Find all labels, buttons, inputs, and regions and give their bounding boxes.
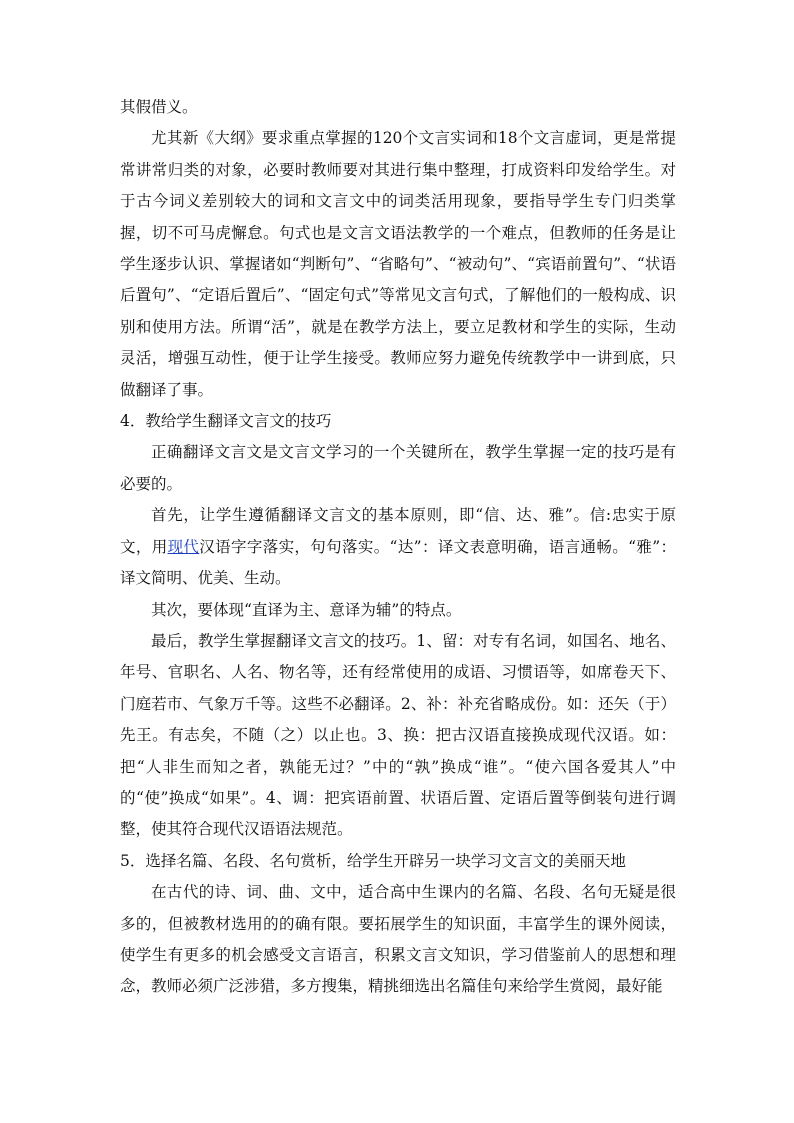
paragraph-first-principle <box>120 500 676 594</box>
section-heading-4: 4．教给学生翻译文言文的技巧 <box>120 412 332 431</box>
modern-link[interactable]: 现代 <box>167 537 200 556</box>
paragraph-last-techniques: 最后，教学生掌握翻译文言文的技巧。1、留：对专有名词，如国名、地名、年号、官职名、人名、物名等，还有经常使用的成语、习惯语等，如席卷天下、门庭若市、气象万千等。这些不必翻译。2、补：补充省略成份。如：还矢（于）先王。有志矣，不随（之）以止也。3、换：把古汉语直接换成现代汉语。如：把“人非生而知之者，孰能无过？”中的“孰”换成“谁”。“使六国各爱其人”中的“使”换成“如果”。4、调：把宾语前置、状语后置、定语后置等倒装句进行调整，使其符合现代汉语语法规范。 <box>120 631 676 839</box>
section-heading-5: 5．选择名篇、名段、名句赏析，给学生开辟另一块学习文言文的美丽天地 <box>120 851 626 870</box>
paragraph-first-principle-b: 汉语字字落实，句句落实。“达”：译文表意明确，语言通畅。“雅”：译文简明、优美、生动。 <box>120 537 676 588</box>
paragraph-classics: 在古代的诗、词、曲、文中，适合高中生课内的名篇、名段、名句无疑是很多的，但被教材选用的的确有限。要拓展学生的知识面，丰富学生的课外阅读，使学生有更多的机会感受文言语言，积累文言文知识，学习借鉴前人的思想和理念，教师必须广泛涉猎，多方搜集，精挑细选出名篇佳句来给学生赏阅，最好能 <box>120 883 676 996</box>
paragraph-translation-key: 正确翻译文言文是文言文学习的一个关键所在，教学生掌握一定的技巧是有必要的。 <box>120 443 676 493</box>
paragraph-first-principle-a: 首先，让学生遵循翻译文言文的基本原则，即“信、达、雅”。信:忠实于原文，用 <box>120 506 676 556</box>
document-body <box>120 92 676 1003</box>
paragraph-second: 其次，要体现“直译为主、意译为辅”的特点。 <box>151 600 462 619</box>
paragraph-continuation: 其假借义。 <box>120 98 198 116</box>
paragraph-syllabus: 尤其新《大纲》要求重点掌握的120个文言实词和18个文言虚词，更是常提常讲常归类的对象，必要时教师要对其进行集中整理，打成资料印发给学生。对于古今词义差别较大的词和文言文中的词类活用现象，要指导学生专门归类掌握，切不可马虎懈怠。句式也是文言文语法教学的一个难点，但教师的任务是让学生逐步认识、掌握诸如“判断句”、“省略句”、“被动句”、“宾语前置句”、“状语后置句”、“定语后置后”、“固定句式”等常见文言句式，了解他们的一般构成、识别和使用方法。所谓“活”，就是在教学方法上，要立足教材和学生的实际，生动灵活，增强互动性，便于让学生接受。教师应努力避免传统教学中一讲到底，只做翻译了事。 <box>120 129 676 399</box>
